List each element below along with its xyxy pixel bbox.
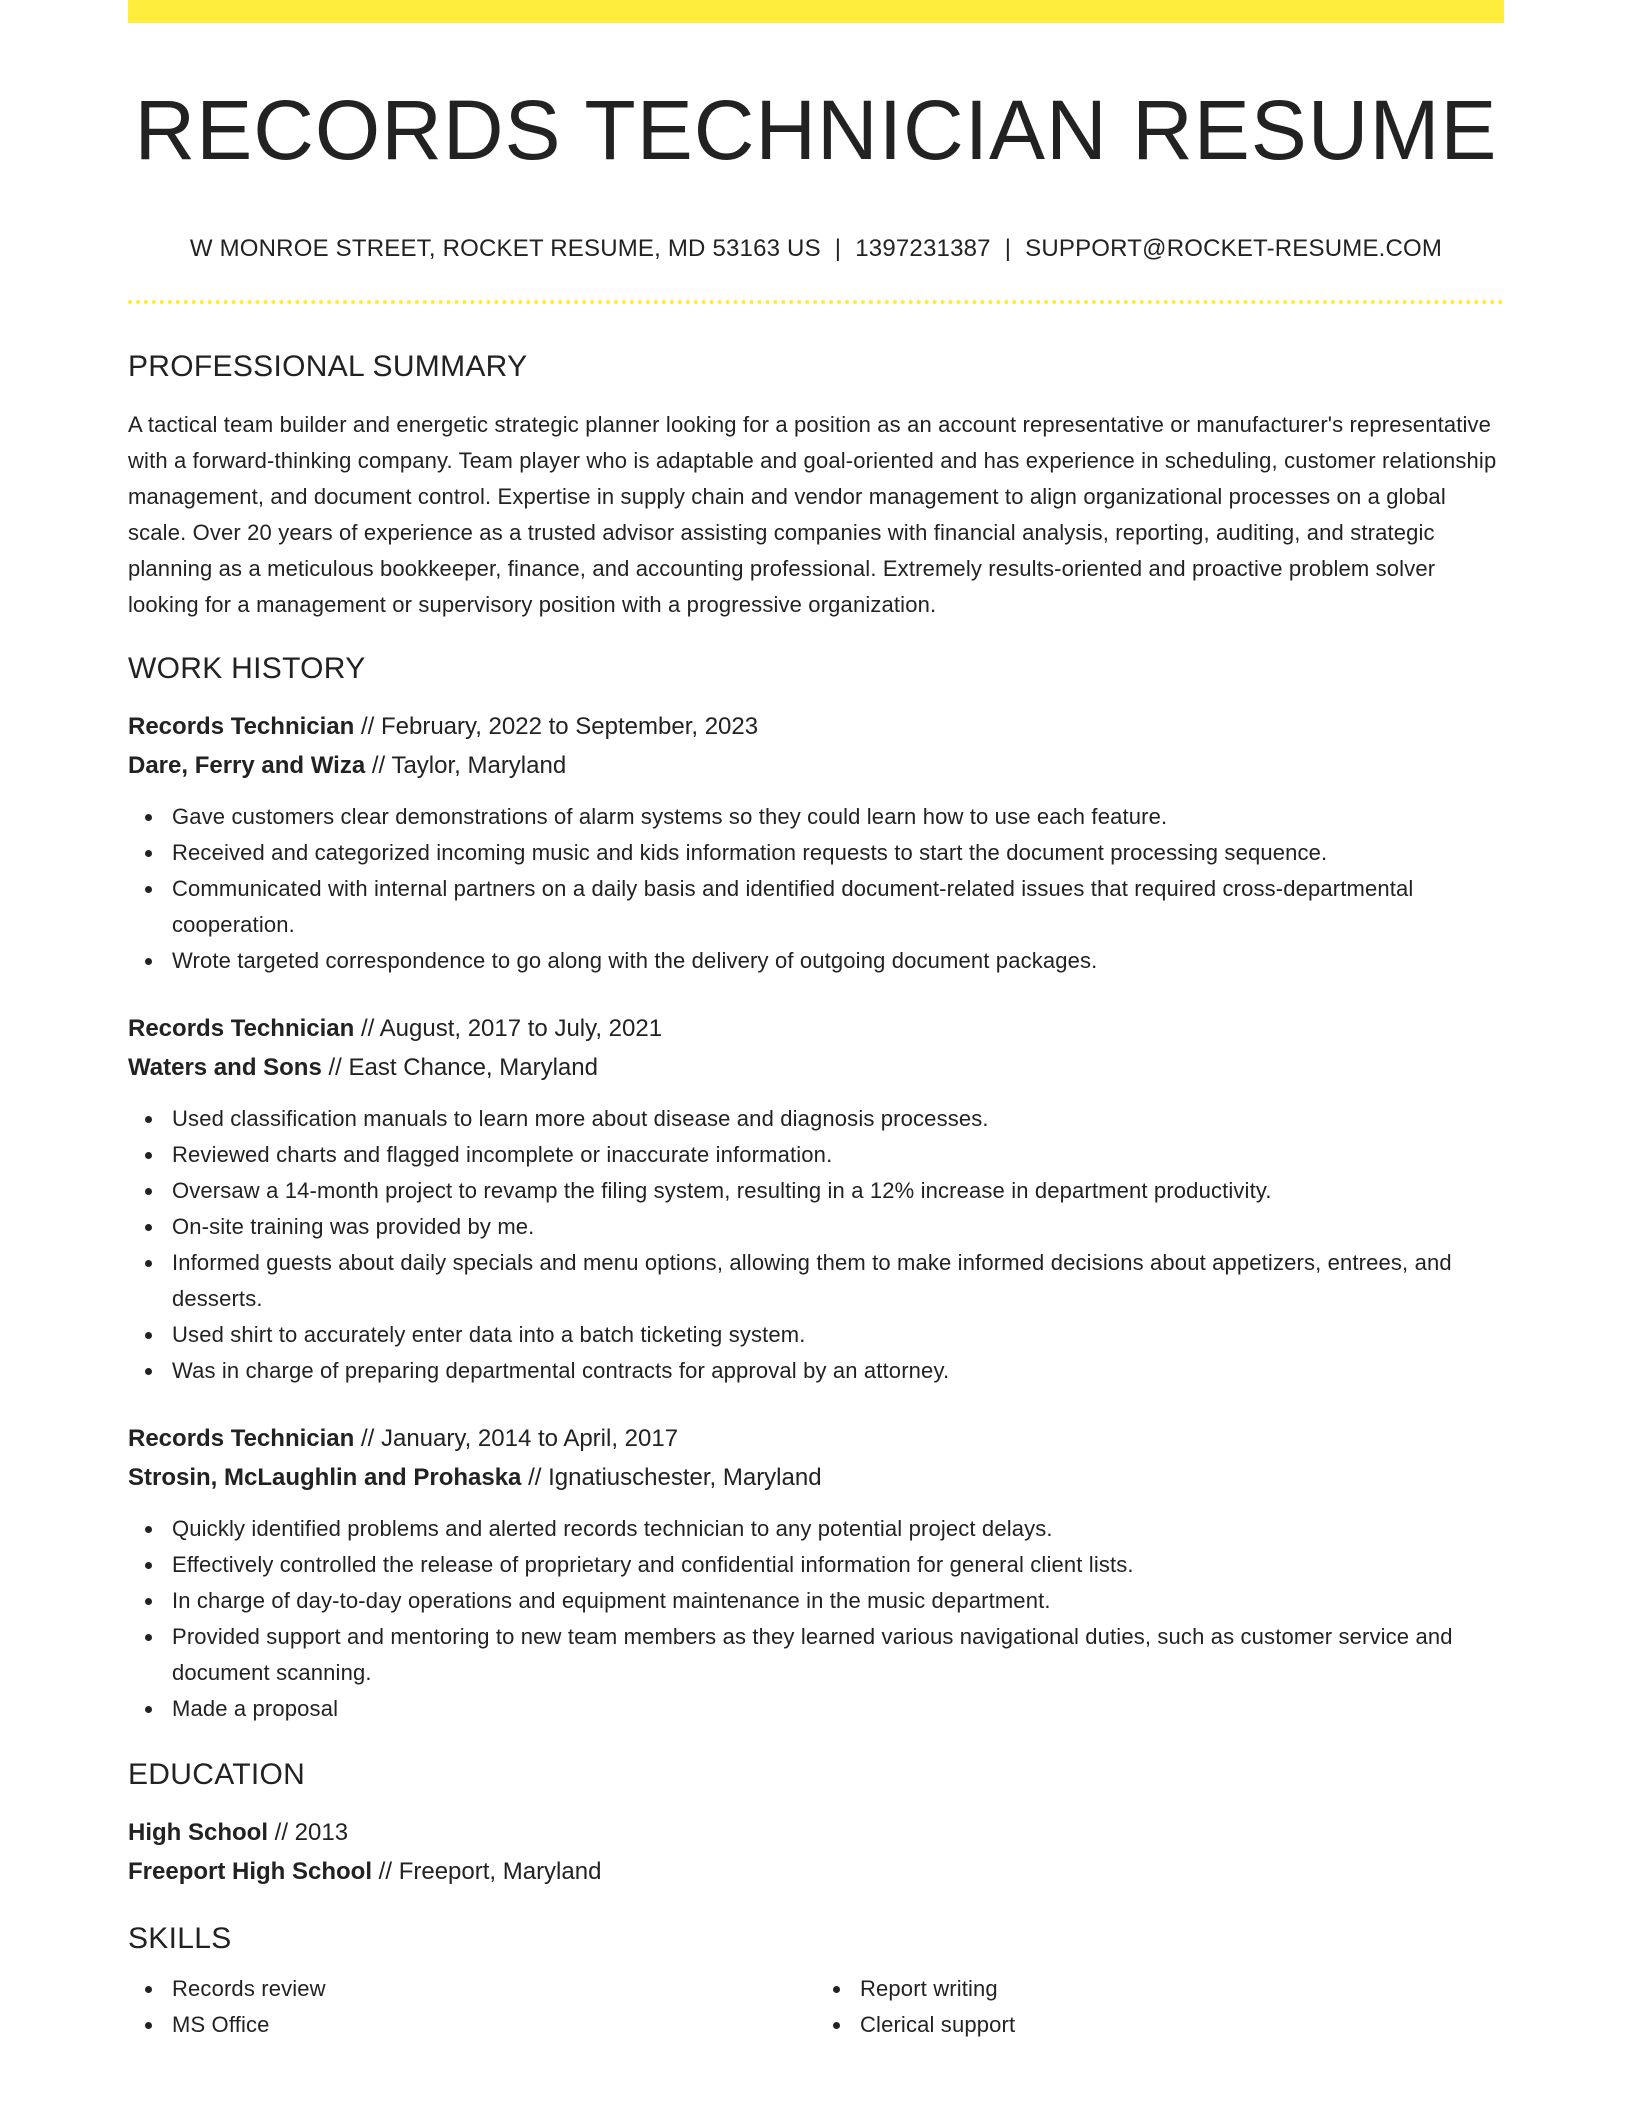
- education-entry: [128, 1813, 1504, 1891]
- list-item: [172, 1209, 1504, 1245]
- contact-separator: |: [834, 235, 842, 262]
- bullet-icon: [145, 1634, 152, 1641]
- summary-heading: PROFESSIONAL SUMMARY: [128, 350, 528, 383]
- job-duties-list: [128, 1511, 1504, 1727]
- education-heading: EDUCATION: [128, 1758, 306, 1791]
- job-dates: // January, 2014 to April, 2017: [354, 1425, 679, 1452]
- education-location: // Freeport, Maryland: [372, 1858, 602, 1885]
- job-dates: // February, 2022 to September, 2023: [354, 713, 759, 740]
- list-item-text: Informed guests about daily specials and menu options, allowing them to make informed decisions about appetizers, entrees, and desserts.: [172, 1250, 1452, 1311]
- bullet-icon: [145, 1224, 152, 1231]
- job-company-line: [128, 746, 1504, 785]
- bullet-icon: [145, 1152, 152, 1159]
- resume-page: [128, 0, 1504, 2043]
- list-item-text: In charge of day-to-day operations and equipment maintenance in the music department.: [172, 1588, 1051, 1613]
- job-company: Dare, Ferry and Wiza: [128, 752, 366, 779]
- bullet-icon: [145, 1706, 152, 1713]
- list-item: [860, 2007, 1504, 2043]
- education-degree-line: [128, 1813, 1504, 1852]
- list-item-text: On-site training was provided by me.: [172, 1214, 535, 1239]
- job-company-line: [128, 1458, 1504, 1497]
- list-item-text: Quickly identified problems and alerted records technician to any potential project delays.: [172, 1516, 1053, 1541]
- skill-text: Clerical support: [860, 2012, 1016, 2037]
- bullet-icon: [145, 1526, 152, 1533]
- education-school-line: [128, 1852, 1504, 1891]
- list-item-text: Wrote targeted correspondence to go along with the delivery of outgoing document packages.: [172, 948, 1098, 973]
- list-item: [172, 1619, 1504, 1691]
- job-position-line: [128, 1419, 1504, 1458]
- job-entry: [128, 1009, 1504, 1389]
- job-company-line: [128, 1048, 1504, 1087]
- bullet-icon: [145, 1332, 152, 1339]
- job-position: Records Technician: [128, 1425, 355, 1452]
- job-position-line: [128, 707, 1504, 746]
- list-item-text: Oversaw a 14-month project to revamp the filing system, resulting in a 12% increase in department productivity.: [172, 1178, 1272, 1203]
- bullet-icon: [145, 1562, 152, 1569]
- job-position: Records Technician: [128, 1015, 355, 1042]
- job-duties-list: [128, 1101, 1504, 1389]
- contact-email: SUPPORT@ROCKET-RESUME.COM: [1025, 235, 1443, 262]
- list-item-text: Reviewed charts and flagged incomplete or inaccurate information.: [172, 1142, 833, 1167]
- list-item: [172, 1547, 1504, 1583]
- bullet-icon: [145, 958, 152, 965]
- skills-list-left: [128, 1971, 816, 2043]
- skills-list-right: [816, 1971, 1504, 2043]
- list-item: [172, 1511, 1504, 1547]
- education-year: // 2013: [268, 1819, 349, 1846]
- job-entry: [128, 1419, 1504, 1727]
- job-duties-list: [128, 799, 1504, 979]
- skills-columns: [128, 1971, 1504, 2043]
- list-item: [172, 943, 1504, 979]
- list-item: [172, 1691, 1504, 1727]
- list-item-text: Gave customers clear demonstrations of alarm systems so they could learn how to use each feature.: [172, 804, 1168, 829]
- skill-text: MS Office: [172, 2012, 270, 2037]
- contact-address: W MONROE STREET, ROCKET RESUME, MD 53163 US: [189, 235, 821, 262]
- job-company: Waters and Sons: [128, 1054, 322, 1081]
- contact-phone: 1397231387: [855, 235, 991, 262]
- contact-line: [128, 234, 1504, 264]
- list-item: [172, 1583, 1504, 1619]
- job-location: // Ignatiuschester, Maryland: [521, 1464, 822, 1491]
- list-item-text: Communicated with internal partners on a daily basis and identified document-related issues that required cross-departmental cooperation.: [172, 876, 1414, 937]
- bullet-icon: [145, 850, 152, 857]
- bullet-icon: [833, 1986, 840, 1993]
- bullet-icon: [145, 1260, 152, 1267]
- list-item-text: Was in charge of preparing departmental contracts for approval by an attorney.: [172, 1358, 950, 1383]
- job-position: Records Technician: [128, 713, 355, 740]
- list-item: [172, 799, 1504, 835]
- bullet-icon: [145, 814, 152, 821]
- bullet-icon: [145, 1598, 152, 1605]
- list-item: [172, 871, 1504, 943]
- list-item: [172, 1353, 1504, 1389]
- bullet-icon: [145, 1368, 152, 1375]
- job-entry: [128, 707, 1504, 979]
- skill-text: Report writing: [860, 1976, 998, 2001]
- contact-separator: |: [1004, 235, 1012, 262]
- list-item-text: Received and categorized incoming music and kids information requests to start the document processing sequence.: [172, 840, 1328, 865]
- bullet-icon: [145, 886, 152, 893]
- list-item: [172, 1137, 1504, 1173]
- bullet-icon: [833, 2022, 840, 2029]
- list-item: [172, 2007, 816, 2043]
- list-item-text: Used classification manuals to learn more about disease and diagnosis processes.: [172, 1106, 989, 1131]
- list-item-text: Made a proposal: [172, 1696, 339, 1721]
- resume-title: RECORDS TECHNICIAN RESUME: [134, 83, 1498, 177]
- education-degree: High School: [128, 1819, 268, 1846]
- job-location: // Taylor, Maryland: [365, 752, 567, 779]
- job-location: // East Chance, Maryland: [321, 1054, 598, 1081]
- summary-text: A tactical team builder and energetic strategic planner looking for a position as an account representative or manufacturer's representative with a forward-thinking company. Team player who is adaptable and goal-oriented and has experience in scheduling, customer relationship management, and document control. Expertise in supply chain and vendor management to align organizational processes on a global scale. Over 20 years of experience as a trusted advisor assisting companies with financial analysis, reporting, auditing, and strategic planning as a meticulous bookkeeper, finance, and accounting professional. Extremely results-oriented and proactive problem solver looking for a management or supervisory position with a progressive organization.: [128, 412, 1497, 617]
- skills-heading: SKILLS: [128, 1922, 232, 1955]
- list-item: [172, 1173, 1504, 1209]
- list-item-text: Effectively controlled the release of proprietary and confidential information for general client lists.: [172, 1552, 1134, 1577]
- job-company: Strosin, McLaughlin and Prohaska: [128, 1464, 522, 1491]
- job-position-line: [128, 1009, 1504, 1048]
- list-item: [172, 1101, 1504, 1137]
- list-item: [860, 1971, 1504, 2007]
- accent-top-bar: [128, 0, 1504, 23]
- list-item-text: Used shirt to accurately enter data into a batch ticketing system.: [172, 1322, 806, 1347]
- list-item: [172, 1317, 1504, 1353]
- dotted-divider: [128, 300, 1504, 304]
- skill-text: Records review: [172, 1976, 326, 2001]
- list-item: [172, 1245, 1504, 1317]
- list-item: [172, 835, 1504, 871]
- list-item-text: Provided support and mentoring to new team members as they learned various navigational duties, such as customer service and document scanning.: [172, 1624, 1453, 1685]
- work-history-heading: WORK HISTORY: [128, 652, 366, 685]
- bullet-icon: [145, 1188, 152, 1195]
- bullet-icon: [145, 1116, 152, 1123]
- education-school: Freeport High School: [128, 1858, 373, 1885]
- job-dates: // August, 2017 to July, 2021: [354, 1015, 663, 1042]
- list-item: [172, 1971, 816, 2007]
- bullet-icon: [145, 2022, 152, 2029]
- bullet-icon: [145, 1986, 152, 1993]
